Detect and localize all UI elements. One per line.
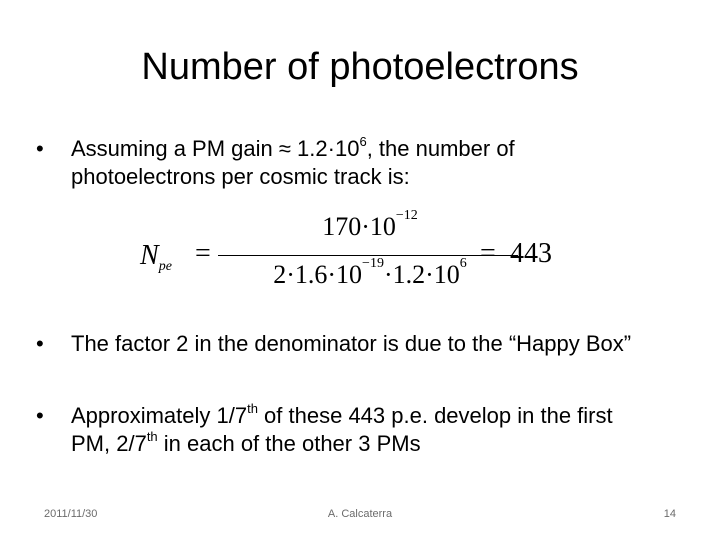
denominator-part: ·1.2·10 xyxy=(383,260,460,289)
ordinal-suffix: th xyxy=(247,400,258,416)
formula-subscript: pe xyxy=(158,259,172,274)
bullet-text-part: in each of the other 3 PMs xyxy=(157,431,421,456)
bullet-text-part: of these 443 p.e. develop in the first PM, 2/7 xyxy=(71,403,613,456)
denominator-part: 2·1.6·10 xyxy=(273,260,363,289)
bullet-text-part: , the number of photoelectrons per cosmic track is: xyxy=(71,136,515,189)
bullet-factor xyxy=(36,330,656,358)
bullet-marker: • xyxy=(36,331,44,356)
footer-date: 2011/11/30 xyxy=(44,508,98,520)
bullet-marker: • xyxy=(36,136,44,161)
exponent: 6 xyxy=(359,133,367,149)
npe-formula xyxy=(140,208,570,302)
bullet-text xyxy=(71,402,656,458)
denominator-exponent: −19 xyxy=(362,256,384,272)
numerator-exponent: −12 xyxy=(395,208,418,224)
equals-sign: = xyxy=(195,238,211,269)
bullet-text-part: Approximately 1/7 xyxy=(71,403,248,428)
formula-numerator xyxy=(220,208,520,242)
bullet-fractions xyxy=(36,402,656,458)
bullet-gain xyxy=(36,135,656,191)
formula-lhs xyxy=(140,240,172,275)
formula-result: 443 xyxy=(510,238,552,269)
bullet-text xyxy=(71,135,656,191)
denominator-exponent: 6 xyxy=(459,256,467,272)
equals-sign: = xyxy=(480,238,496,269)
ordinal-suffix: th xyxy=(146,428,158,444)
bullet-text-part: Assuming a PM gain ≈ 1.2·10 xyxy=(71,136,360,161)
footer-page-number: 14 xyxy=(663,508,676,520)
bullet-text: The factor 2 in the denominator is due to the “Happy Box” xyxy=(71,331,632,356)
numerator-base: 170·10 xyxy=(322,212,396,241)
bullet-marker: • xyxy=(36,403,44,428)
slide-title: Number of photoelectrons xyxy=(141,46,579,88)
footer-author: A. Calcaterra xyxy=(327,508,393,520)
formula-denominator xyxy=(220,256,520,290)
formula-variable: N xyxy=(140,240,159,271)
